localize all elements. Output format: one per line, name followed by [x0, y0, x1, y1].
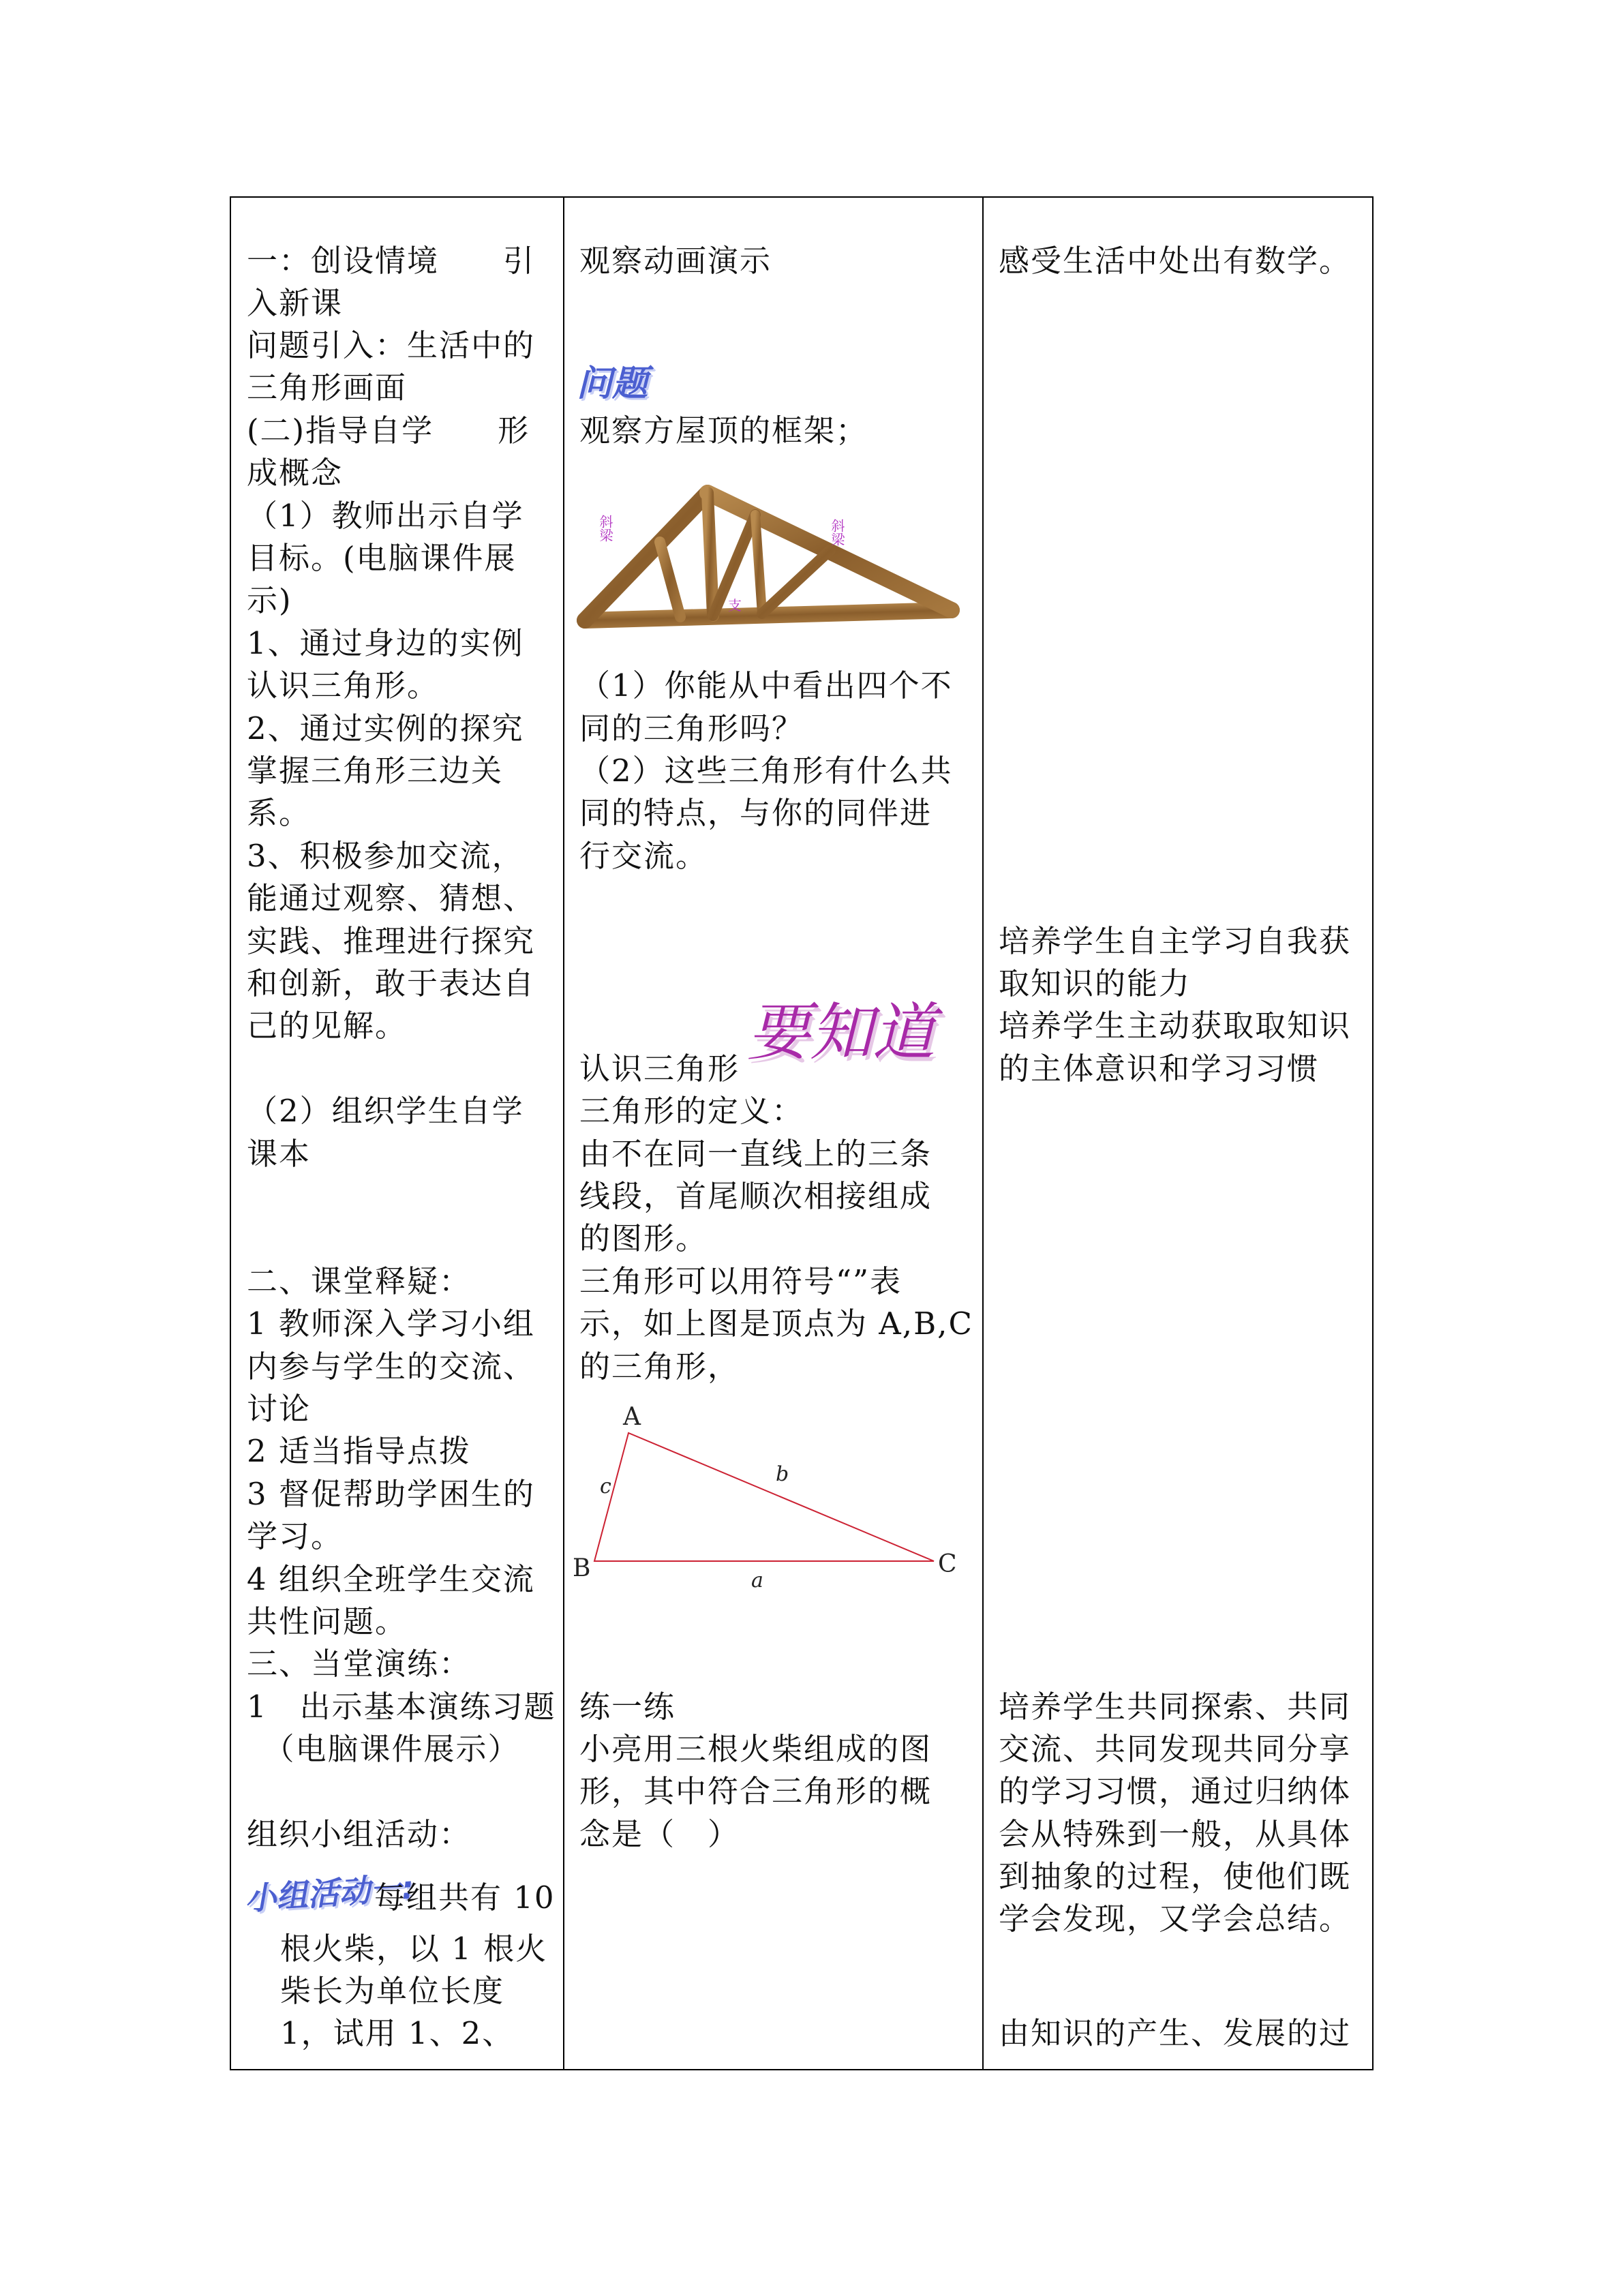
- truss-label: 支: [728, 597, 742, 614]
- text-line: 小亮用三根火柴组成的图: [579, 1731, 932, 1767]
- text-line: 目标。(电脑课件展: [247, 540, 517, 576]
- triangle-abc-diagram: [571, 1403, 957, 1602]
- text-line: 三角形画面: [247, 369, 408, 406]
- text-line: 观察方屋顶的框架；: [579, 412, 868, 449]
- text-line: 的学习习惯，通过归纳体: [999, 1773, 1352, 1809]
- vertex-b-label: B: [573, 1554, 591, 1582]
- teacher-activity-column: [231, 198, 563, 2069]
- text-line: 观察动画演示: [579, 243, 772, 279]
- text-line: （1）教师出示自学: [247, 498, 524, 534]
- group-activity-wordart: 小组活动一:: [243, 1869, 415, 1918]
- text-line: 的图形。: [579, 1220, 708, 1256]
- text-line: 系。: [247, 795, 312, 831]
- text-line: 成概念: [247, 455, 344, 491]
- text-line: 同的特点，与你的同伴进: [579, 795, 932, 831]
- text-line: 形，其中符合三角形的概: [579, 1773, 932, 1809]
- text-line: 认识三角形: [579, 1051, 740, 1087]
- text-line: 由不在同一直线上的三条: [579, 1136, 932, 1172]
- text-line: 认识三角形。: [247, 667, 440, 704]
- student-activity-column: [564, 198, 982, 2069]
- text-line: 培养学生共同探索、共同: [999, 1689, 1352, 1725]
- question-wordart: 问题: [577, 363, 648, 404]
- triangle-abc: [594, 1433, 934, 1561]
- roof-truss-image: [578, 474, 960, 631]
- text-line: 入新课: [247, 285, 344, 321]
- text-line: 己的见解。: [247, 1008, 408, 1044]
- lesson-table: [230, 196, 1374, 2070]
- text-line: 1 教师深入学习小组: [247, 1305, 535, 1342]
- text-line: （2）这些三角形有什么共: [579, 753, 953, 789]
- text-line: 掌握三角形三边关: [247, 753, 504, 789]
- text-line: 内参与学生的交流、: [247, 1348, 536, 1385]
- text-line: 每组共有 10: [374, 1879, 556, 1916]
- text-line: 共性问题。: [247, 1603, 408, 1640]
- text-line: 培养学生主动获取取知识: [999, 1008, 1352, 1044]
- text-line: 实践、推理进行探究: [247, 923, 536, 959]
- text-line: 的主体意识和学习习惯: [999, 1051, 1320, 1087]
- text-line: 3 督促帮助学困生的: [247, 1476, 535, 1512]
- text-line: 三、当堂演练：: [247, 1646, 472, 1682]
- text-line: 示): [247, 582, 292, 618]
- text-line: 1 出示基本演练习题: [247, 1689, 556, 1725]
- text-line: 问题引入：生活中的: [247, 327, 536, 363]
- text-line: 行交流。: [579, 838, 708, 874]
- text-line: 取知识的能力: [999, 965, 1192, 1001]
- text-line: 2 适当指导点拨: [247, 1433, 471, 1469]
- text-line: 会从特殊到一般，从具体: [999, 1816, 1352, 1852]
- text-line: （电脑课件展示）: [247, 1731, 520, 1767]
- text-line: 柴长为单位长度: [280, 1973, 505, 2009]
- text-line: 4 组织全班学生交流: [247, 1561, 535, 1597]
- text-line: 2、通过实例的探究: [247, 710, 524, 746]
- text-line: 三角形的定义：: [579, 1093, 804, 1129]
- text-line: 二、课堂释疑：: [247, 1263, 472, 1299]
- text-line: 1，试用 1、2、: [280, 2015, 515, 2051]
- text-line: 讨论: [247, 1391, 312, 1427]
- text-line: 1、通过身边的实例: [247, 625, 524, 661]
- text-line: 线段，首尾顺次相接组成: [579, 1178, 932, 1214]
- text-line: 的三角形，: [579, 1348, 740, 1385]
- side-a-label: a: [751, 1569, 763, 1592]
- text-line: 组织小组活动：: [247, 1816, 472, 1852]
- text-line: 3、积极参加交流，: [247, 838, 524, 874]
- text-line: 能通过观察、猜想、: [247, 880, 536, 916]
- side-c-label: c: [600, 1475, 611, 1498]
- text-line: （2）组织学生自学: [247, 1093, 524, 1129]
- vertex-a-label: A: [623, 1403, 641, 1431]
- text-line: 学会发现，又学会总结。: [999, 1901, 1352, 1937]
- text-line: 三角形可以用符号“”表: [579, 1263, 902, 1299]
- text-line: 一：创设情境 引: [247, 243, 536, 279]
- truss-label: 斜梁: [597, 515, 613, 542]
- text-line: 培养学生自主学习自我获: [999, 923, 1352, 959]
- text-line: 念是（ ）: [579, 1816, 740, 1852]
- text-line: 交流、共同发现共同分享: [999, 1731, 1352, 1767]
- text-line: 同的三角形吗？: [579, 710, 804, 746]
- side-b-label: b: [776, 1462, 789, 1486]
- text-line: 和创新，敢于表达自: [247, 965, 536, 1001]
- truss-label: 斜梁: [829, 519, 845, 546]
- text-line: (二)指导自学 形: [247, 412, 530, 449]
- text-line: 根火柴，以 1 根火: [280, 1931, 548, 1967]
- text-line: （1）你能从中看出四个不: [579, 667, 953, 704]
- text-line: 课本: [247, 1136, 312, 1172]
- text-line: 到抽象的过程，使他们既: [999, 1858, 1352, 1894]
- must-know-wordart: 要知道: [747, 996, 936, 1069]
- text-line: 学习。: [247, 1518, 344, 1554]
- vertex-c-label: C: [938, 1550, 957, 1578]
- text-line: 感受生活中处出有数学。: [999, 243, 1352, 279]
- text-line: 示，如上图是顶点为 A,B,C: [579, 1305, 973, 1342]
- text-line: 由知识的产生、发展的过: [999, 2015, 1352, 2051]
- design-intent-column: [984, 198, 1372, 2069]
- text-line: 练一练: [579, 1689, 676, 1725]
